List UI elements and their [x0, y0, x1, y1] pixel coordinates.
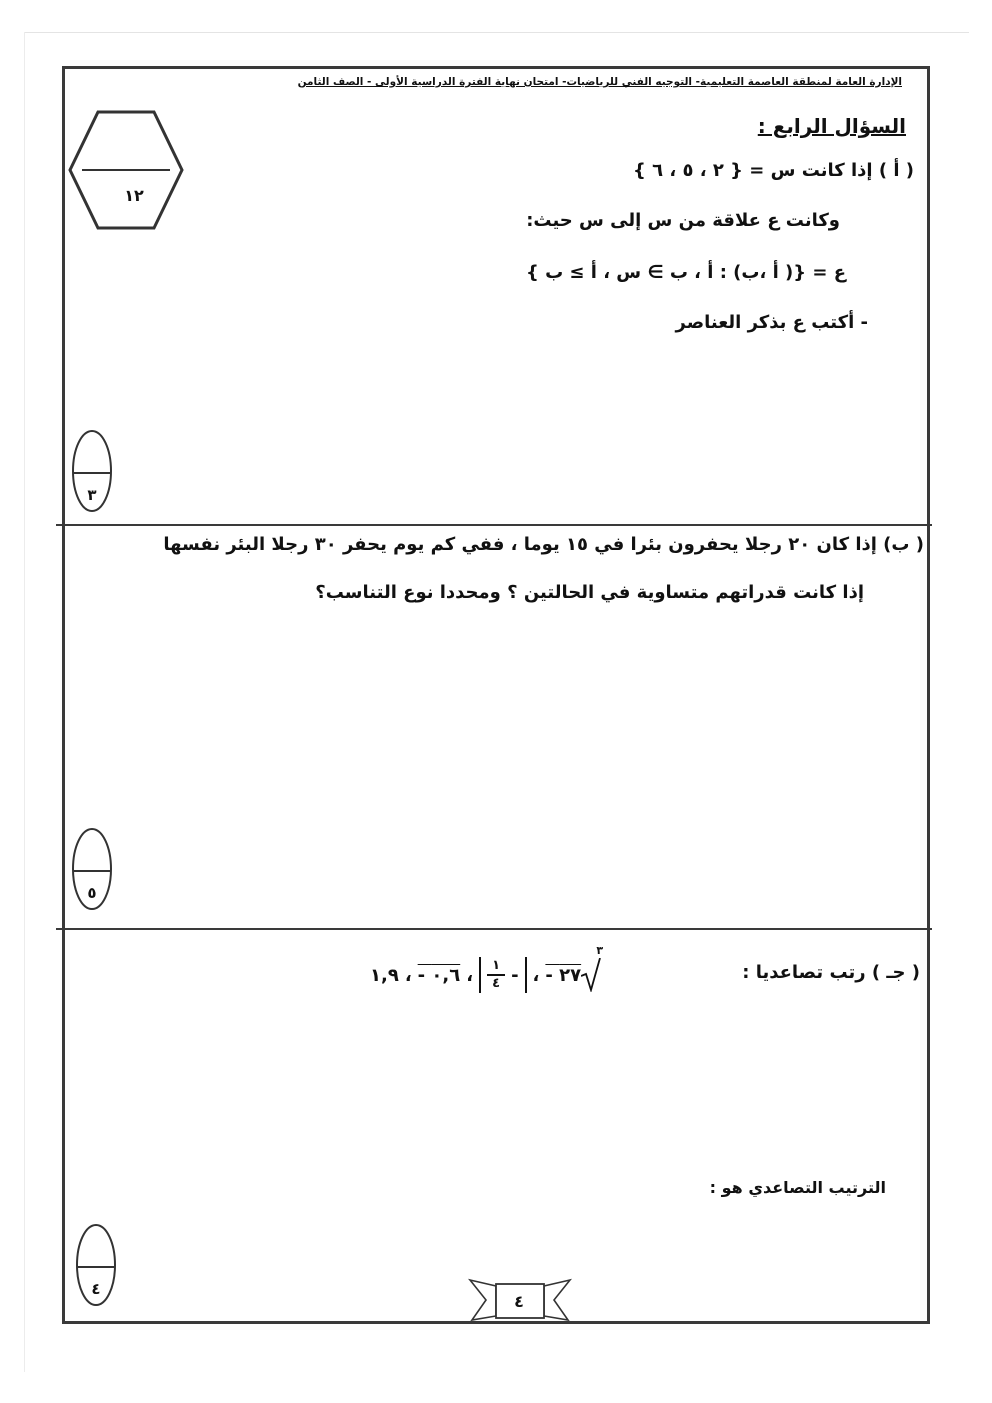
page-edge	[24, 32, 25, 1372]
number-last: ١,٩	[370, 964, 399, 986]
exam-frame	[62, 66, 930, 1324]
comma: ،	[466, 964, 474, 986]
part-a-score: ٣	[87, 486, 97, 504]
part-a-line-4: - أكتب ع بذكر العناصر	[675, 312, 868, 333]
cube-root-radicand: - ٢٧	[545, 964, 582, 986]
comma: ،	[404, 964, 412, 986]
total-score-hexagon	[68, 110, 184, 230]
section-divider	[56, 928, 932, 930]
question-title: السؤال الرابع :	[757, 114, 906, 138]
fraction	[487, 959, 505, 991]
part-c-score: ٤	[91, 1280, 101, 1298]
exam-header: الإدارة العامة لمنطقة العاصمة التعليمية- التوجيه الفني للرياضيات- امتحان نهاية الفترة الدراسية الأولى - الصف الثامن	[297, 76, 902, 88]
answer-label: الترتيب التصاعدي هو :	[709, 1178, 886, 1197]
fraction-denominator: ٤	[492, 975, 501, 991]
absolute-bar-left	[479, 957, 481, 993]
page-number: ٤	[514, 1292, 524, 1311]
fraction-numerator: ١	[492, 958, 501, 974]
part-b-line-1: ( ب) إذا كان ٢٠ رجلا يحفرون بئرا في ١٥ يوما ، ففي كم يوم يحفر ٣٠ رجلا البئر نفسها	[163, 534, 924, 555]
number-repeating: - ٠,٦	[417, 964, 461, 986]
page-edge	[24, 32, 969, 33]
cube-root	[545, 944, 604, 992]
absolute-bar-right	[525, 957, 527, 993]
radical-sign-icon	[581, 958, 601, 992]
minus-sign: -	[511, 964, 519, 986]
part-a-line-1: ( أ ) إذا كانت س = { ٢ ، ٥ ، ٦ }	[633, 160, 914, 181]
section-divider	[56, 524, 932, 526]
part-c-numbers	[370, 944, 604, 1000]
total-score: ١٢	[124, 186, 144, 205]
part-b-score: ٥	[87, 884, 97, 902]
cube-root-index: ٣	[596, 944, 604, 957]
part-a-line-3: ع = {( أ ،ب) : أ ، ب ∋ س ، أ ≥ ب }	[525, 262, 846, 283]
comma: ،	[532, 964, 540, 986]
part-c-label: ( جـ ) رتب تصاعديا :	[742, 962, 920, 983]
part-a-line-2: وكانت ع علاقة من س إلى س حيث:	[526, 210, 840, 231]
part-b-line-2: إذا كانت قدراتهم متساوية في الحالتين ؟ ومحددا نوع التناسب؟	[315, 582, 864, 603]
